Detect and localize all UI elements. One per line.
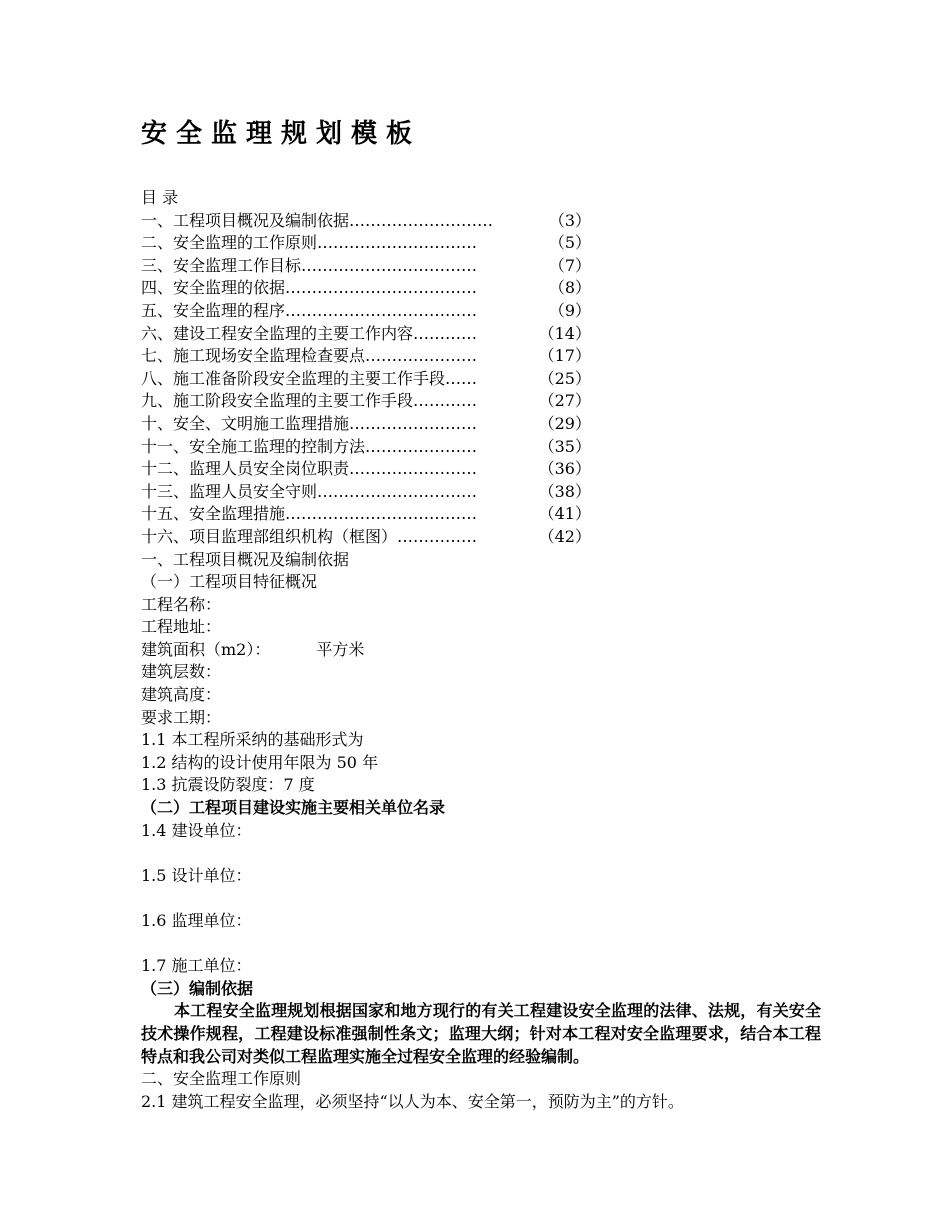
toc-entry-page: （42）: [538, 526, 591, 546]
document-body: [141, 187, 821, 1113]
item-1-2: 1.2 结构的设计使用年限为 50 年: [141, 752, 379, 772]
toc-entry: [141, 232, 591, 255]
toc-entry: [141, 345, 591, 368]
toc-entry-page: （7）: [548, 255, 591, 275]
toc-heading: 目 录: [141, 188, 179, 207]
toc-entry: [141, 436, 591, 459]
toc-entry-page: （14）: [538, 323, 591, 343]
toc-entry-label: 八、施工准备阶段安全监理的主要工作手段……: [141, 368, 478, 388]
blank-line: [141, 887, 821, 910]
toc-entry-page: （3）: [548, 210, 591, 230]
toc-entry-page: （17）: [538, 346, 591, 366]
section-1-heading: 一、工程项目概况及编制依据: [141, 549, 350, 569]
toc-entry-page: （27）: [538, 391, 591, 411]
toc-entry-page: （36）: [538, 459, 591, 479]
toc-entry: [141, 277, 591, 300]
building-area-label: 建筑面积（m2）：: [141, 639, 271, 659]
toc-entry: [141, 300, 591, 323]
toc-entry-page: （5）: [548, 233, 591, 253]
item-1-3: 1.3 抗震设防裂度：7 度: [141, 775, 315, 795]
toc-entry: [141, 323, 591, 346]
toc-entry: [141, 526, 591, 549]
toc-entry: [141, 458, 591, 481]
toc-entry: [141, 368, 591, 391]
required-duration-field: 要求工期：: [141, 707, 222, 727]
blank-line: [141, 842, 821, 865]
item-1-4: 1.4 建设单位：: [141, 820, 252, 840]
toc-entry-page: （8）: [548, 278, 591, 298]
building-area-field: [141, 639, 821, 662]
subsection-1-heading: （一）工程项目特征概况: [141, 572, 318, 592]
toc-entry-page: （41）: [538, 504, 591, 524]
section-2-heading: 二、安全监理工作原则: [141, 1069, 302, 1089]
toc-entry: [141, 413, 591, 436]
basis-paragraph: 本工程安全监理规划根据国家和地方现行的有关工程建设安全监理的法律、法规，有关安全技术操作规程，工程建设标准强制性条文；监理大纲；针对本工程对安全监理要求，结合本工程特点和我公司对类似工程监理实施全过程安全监理的经验编制。: [141, 1001, 821, 1066]
toc-entry-label: 七、施工现场安全监理检查要点…………………: [141, 346, 478, 366]
toc-entry: [141, 210, 591, 233]
toc-entry-label: 三、安全监理工作目标……………………………: [141, 255, 478, 275]
toc-entry: [141, 503, 591, 526]
project-name-field: 工程名称：: [141, 594, 222, 614]
toc-entry-label: 二、安全监理的工作原则…………………………: [141, 233, 478, 253]
toc-entry: [141, 481, 591, 504]
toc-entry-label: 十一、安全施工监理的控制方法…………………: [141, 436, 478, 456]
table-of-contents: [141, 210, 821, 549]
toc-entry: [141, 255, 591, 278]
toc-entry-page: （25）: [538, 368, 591, 388]
toc-entry-label: 一、工程项目概况及编制依据………………………: [141, 210, 494, 230]
toc-entry-page: （38）: [538, 481, 591, 501]
toc-entry-label: 十三、监理人员安全守则…………………………: [141, 481, 478, 501]
subsection-3-heading: （三）编制依据: [141, 978, 254, 998]
item-1-5: 1.5 设计单位：: [141, 865, 252, 885]
toc-entry-page: （35）: [538, 436, 591, 456]
building-area-unit: 平方米: [316, 639, 365, 659]
subsection-2-heading: （二）工程项目建设实施主要相关单位名录: [141, 798, 446, 818]
item-1-1: 1.1 本工程所采纳的基础形式为: [141, 730, 364, 750]
building-floors-field: 建筑层数：: [141, 662, 222, 682]
toc-entry: [141, 390, 591, 413]
toc-entry-label: 十二、监理人员安全岗位职责……………………: [141, 459, 478, 479]
item-1-7: 1.7 施工单位：: [141, 956, 252, 976]
building-height-field: 建筑高度：: [141, 685, 222, 705]
toc-entry-label: 十六、项目监理部组织机构（框图）……………: [141, 526, 478, 546]
item-1-6: 1.6 监理单位：: [141, 911, 252, 930]
toc-entry-label: 十五、安全监理措施………………………………: [141, 504, 478, 524]
toc-entry-label: 六、建设工程安全监理的主要工作内容…………: [141, 323, 478, 343]
project-address-field: 工程地址：: [141, 617, 222, 637]
item-2-1: 2.1 建筑工程安全监理，必须坚持“以人为本、安全第一，预防为主”的方针。: [141, 1091, 684, 1111]
blank-line: [141, 933, 821, 956]
toc-entry-page: （29）: [538, 413, 591, 433]
toc-entry-label: 十、安全、文明施工监理措施……………………: [141, 413, 478, 433]
toc-entry-label: 九、施工阶段安全监理的主要工作手段…………: [141, 391, 478, 411]
toc-entry-page: （9）: [548, 300, 591, 320]
toc-entry-label: 四、安全监理的依据………………………………: [141, 278, 478, 298]
toc-entry-label: 五、安全监理的程序………………………………: [141, 300, 478, 320]
document-title: 安全监理规划模板: [141, 119, 422, 149]
